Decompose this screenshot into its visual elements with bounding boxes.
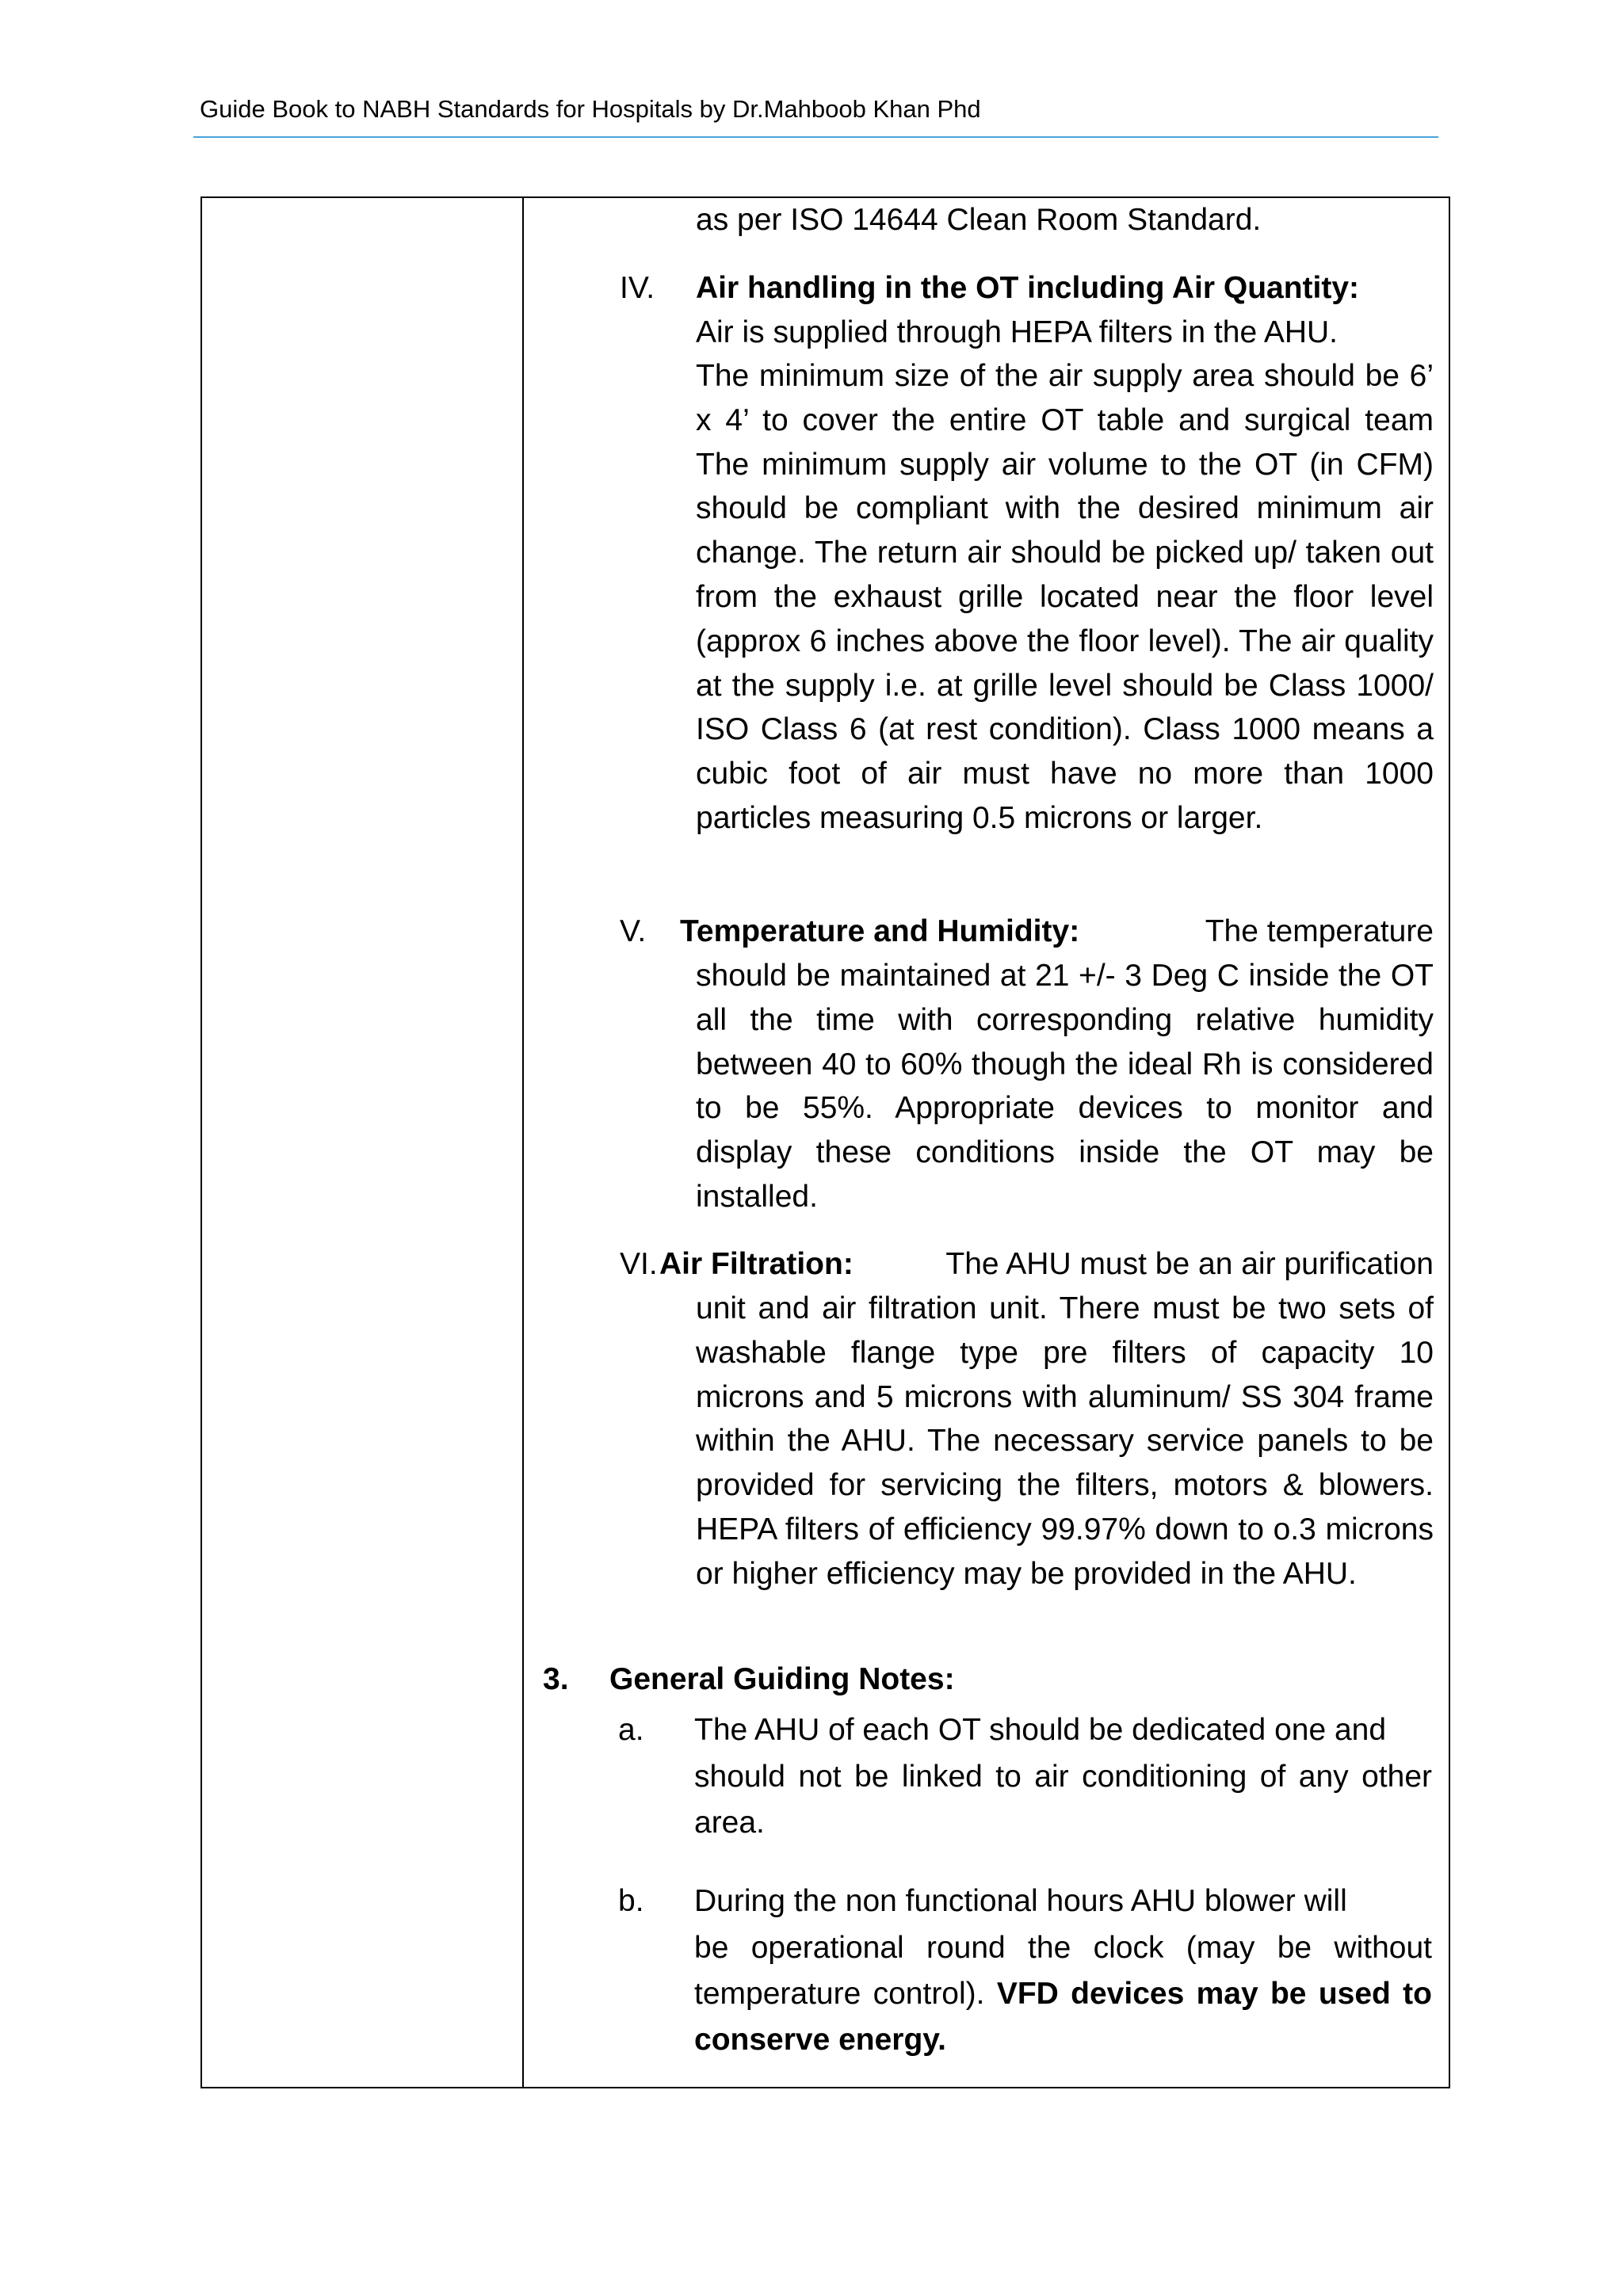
item-vi-title: Air Filtration: <box>659 1247 854 1281</box>
note-b-lead: During the non functional hours AHU blower will <box>694 1884 1347 1918</box>
section-3-number: 3. <box>543 1662 569 1696</box>
item-v-marker: V. <box>620 914 647 948</box>
note-b-first-line <box>618 1879 1432 1924</box>
note-a-marker: a. <box>618 1713 644 1747</box>
item-iv-title: Air handling in the OT including Air Quantity: <box>696 271 1360 305</box>
notes-container <box>200 196 1450 2088</box>
note-b-marker: b. <box>618 1884 644 1918</box>
item-vi-body: unit and air filtration unit. There must be two sets of washable flange type pre filters of capacity 10 microns and 5 microns with aluminum/ SS 304 frame within the AHU. The necessary service panels to be provided for servicing the filters, motors & blowers. HEPA filters of efficiency 99.97% down to o.3 microns or higher efficiency may be provided in the AHU. <box>696 1291 1434 1591</box>
item-v-title: Temperature and Humidity: <box>680 914 1080 948</box>
note-b-text: be operational round the clock (may be without temperature control). <box>694 1931 1432 2011</box>
note-b-bold-text: VFD devices may be used to conserve energy. <box>694 1977 1432 2057</box>
header-rule <box>193 136 1438 138</box>
item-iv-marker: IV. <box>620 271 655 305</box>
section-3-title: General Guiding Notes: <box>609 1662 955 1696</box>
item-vi-marker: VI. <box>620 1247 658 1281</box>
item-v-lead: The temperature <box>1205 914 1434 948</box>
note-a-lead: The AHU of each OT should be dedicated one and <box>694 1713 1387 1747</box>
note-a-first-line <box>618 1708 1432 1753</box>
item-iv-line1: Air is supplied through HEPA filters in the AHU. <box>696 315 1338 349</box>
note-a-body: should not be linked to air conditioning of any other area. <box>694 1760 1432 1840</box>
continuation-text: as per ISO 14644 Clean Room Standard. <box>696 203 1262 237</box>
note-b-body <box>694 1925 1432 2063</box>
item-v-body: should be maintained at 21 +/- 3 Deg C inside the OT all the time with corresponding relative humidity between 40 to 60% though the ideal Rh is considered to be 55%. Appropriate devices to monitor and display these conditions inside the OT may be installed. <box>696 959 1434 1214</box>
item-iv-body: The minimum size of the air supply area should be 6’ x 4’ to cover the entire OT table and surgical team The minimum supply air volume to the OT (in CFM) should be compliant with the desired minimum air change. The return air should be picked up/ taken out from the exhaust grille located near the floor level (approx 6 inches above the floor level). The air quality at the supply i.e. at grille level should be Class 1000/ ISO Class 6 (at rest condition). Class 1000 means a cubic foot of air must have no more than 1000 particles measuring 0.5 microns or larger. <box>696 359 1434 835</box>
item-vi-lead: The AHU must be an air purification <box>945 1247 1434 1281</box>
running-header: Guide Book to NABH Standards for Hospitals by Dr.Mahboob Khan Phd <box>200 95 981 123</box>
